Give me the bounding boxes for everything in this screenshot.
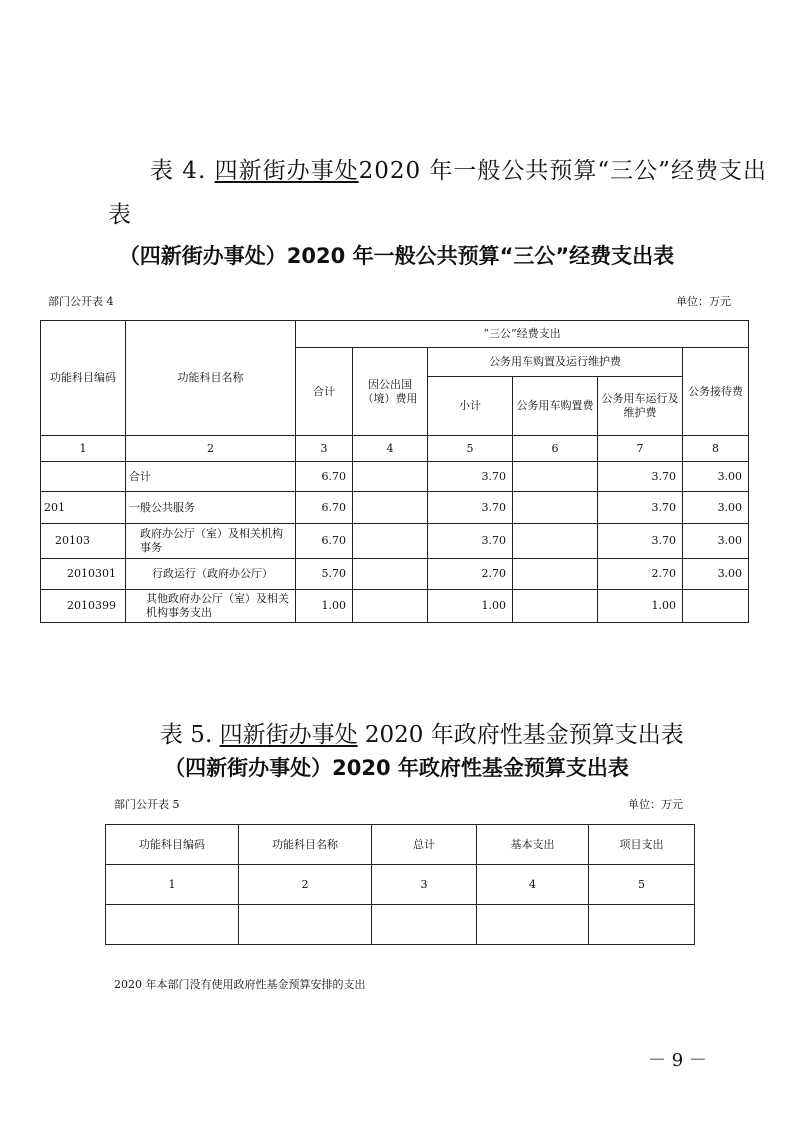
cell-name: 行政运行（政府办公厅） bbox=[126, 559, 296, 590]
col-number: 3 bbox=[296, 436, 353, 462]
table4-number: 部门公开表 4 bbox=[48, 295, 114, 308]
cell-reception: 3.00 bbox=[683, 559, 749, 590]
col-number: 2 bbox=[126, 436, 296, 462]
col-number-row bbox=[106, 865, 695, 905]
cell-code: 2010399 bbox=[41, 590, 126, 623]
empty-cell bbox=[372, 905, 477, 945]
table-row bbox=[41, 492, 749, 524]
cell-operation: 1.00 bbox=[598, 590, 683, 623]
table5 bbox=[105, 824, 695, 945]
cell-total: 6.70 bbox=[296, 524, 353, 559]
col-number: 3 bbox=[372, 865, 477, 905]
table-row bbox=[41, 524, 749, 559]
header-abroad: 因公出国（境）费用 bbox=[353, 348, 428, 436]
cell-code bbox=[41, 462, 126, 492]
header-basic: 基本支出 bbox=[477, 825, 589, 865]
cell-code: 201 bbox=[41, 492, 126, 524]
table5-caption-prefix: 表 5. bbox=[160, 722, 213, 748]
col-number: 4 bbox=[353, 436, 428, 462]
cell-code: 2010301 bbox=[41, 559, 126, 590]
header-operation: 公务用车运行及维护费 bbox=[598, 377, 683, 436]
header-name: 功能科目名称 bbox=[239, 825, 372, 865]
cell-operation: 3.70 bbox=[598, 524, 683, 559]
header-three-public: “三公”经费支出 bbox=[296, 321, 749, 348]
empty-cell bbox=[106, 905, 239, 945]
header-code: 功能科目编码 bbox=[106, 825, 239, 865]
cell-abroad bbox=[353, 524, 428, 559]
col-number: 2 bbox=[239, 865, 372, 905]
empty-cell bbox=[477, 905, 589, 945]
cell-abroad bbox=[353, 590, 428, 623]
table-row bbox=[41, 462, 749, 492]
cell-abroad bbox=[353, 559, 428, 590]
cell-reception: 3.00 bbox=[683, 492, 749, 524]
table4-caption-prefix: 表 4. bbox=[150, 158, 207, 184]
col-number: 1 bbox=[41, 436, 126, 462]
header-purchase: 公务用车购置费 bbox=[513, 377, 598, 436]
header-total: 总计 bbox=[372, 825, 477, 865]
cell-subtotal: 1.00 bbox=[428, 590, 513, 623]
col-number: 1 bbox=[106, 865, 239, 905]
col-number: 4 bbox=[477, 865, 589, 905]
table5-number: 部门公开表 5 bbox=[114, 798, 180, 811]
header-subtotal: 小计 bbox=[428, 377, 513, 436]
header-reception: 公务接待费 bbox=[683, 348, 749, 436]
cell-purchase bbox=[513, 559, 598, 590]
table-row bbox=[41, 590, 749, 623]
cell-subtotal: 3.70 bbox=[428, 462, 513, 492]
table-row bbox=[41, 559, 749, 590]
col-number: 5 bbox=[428, 436, 513, 462]
table5-caption bbox=[160, 716, 684, 749]
cell-total: 5.70 bbox=[296, 559, 353, 590]
cell-purchase bbox=[513, 524, 598, 559]
table5-note: 2020 年本部门没有使用政府性基金预算安排的支出 bbox=[114, 978, 366, 991]
table5-caption-rest: 2020 年政府性基金预算支出表 bbox=[364, 722, 684, 748]
table5-title: （四新街办事处）2020 年政府性基金预算支出表 bbox=[164, 756, 629, 780]
header-code: 功能科目编码 bbox=[41, 321, 126, 436]
cell-total: 1.00 bbox=[296, 590, 353, 623]
cell-operation: 3.70 bbox=[598, 492, 683, 524]
cell-total: 6.70 bbox=[296, 462, 353, 492]
header-vehicle-group: 公务用车购置及运行维护费 bbox=[428, 348, 683, 377]
col-number: 7 bbox=[598, 436, 683, 462]
header-project: 项目支出 bbox=[589, 825, 695, 865]
cell-reception bbox=[683, 590, 749, 623]
cell-purchase bbox=[513, 462, 598, 492]
col-number: 6 bbox=[513, 436, 598, 462]
header-total: 合计 bbox=[296, 348, 353, 436]
cell-purchase bbox=[513, 590, 598, 623]
table4-caption bbox=[150, 152, 767, 185]
table4-caption-rest: 2020 年一般公共预算“三公”经费支出 bbox=[358, 158, 767, 184]
table4-caption-wrap: 表 bbox=[108, 202, 131, 228]
empty-cell bbox=[589, 905, 695, 945]
cell-abroad bbox=[353, 492, 428, 524]
header-name: 功能科目名称 bbox=[126, 321, 296, 436]
cell-code: 20103 bbox=[41, 524, 126, 559]
table-row bbox=[106, 905, 695, 945]
table4-title: （四新街办事处）2020 年一般公共预算“三公”经费支出表 bbox=[118, 244, 675, 268]
cell-reception: 3.00 bbox=[683, 462, 749, 492]
cell-name: 一般公共服务 bbox=[126, 492, 296, 524]
cell-name: 其他政府办公厅（室）及相关机构事务支出 bbox=[126, 590, 296, 623]
cell-subtotal: 3.70 bbox=[428, 492, 513, 524]
cell-name: 合计 bbox=[126, 462, 296, 492]
cell-total: 6.70 bbox=[296, 492, 353, 524]
table4 bbox=[40, 320, 749, 623]
table4-unit: 单位：万元 bbox=[676, 295, 731, 308]
col-number: 8 bbox=[683, 436, 749, 462]
cell-purchase bbox=[513, 492, 598, 524]
empty-cell bbox=[239, 905, 372, 945]
table5-caption-unit: 四新街办事处 bbox=[219, 722, 358, 748]
cell-subtotal: 2.70 bbox=[428, 559, 513, 590]
cell-subtotal: 3.70 bbox=[428, 524, 513, 559]
cell-operation: 3.70 bbox=[598, 462, 683, 492]
cell-operation: 2.70 bbox=[598, 559, 683, 590]
table5-unit: 单位：万元 bbox=[628, 798, 683, 811]
cell-name: 政府办公厅（室）及相关机构事务 bbox=[126, 524, 296, 559]
cell-abroad bbox=[353, 462, 428, 492]
page-number: － 9 － bbox=[648, 1050, 707, 1071]
col-number-row bbox=[41, 436, 749, 462]
cell-reception: 3.00 bbox=[683, 524, 749, 559]
col-number: 5 bbox=[589, 865, 695, 905]
table4-caption-unit: 四新街办事处 bbox=[214, 158, 359, 184]
